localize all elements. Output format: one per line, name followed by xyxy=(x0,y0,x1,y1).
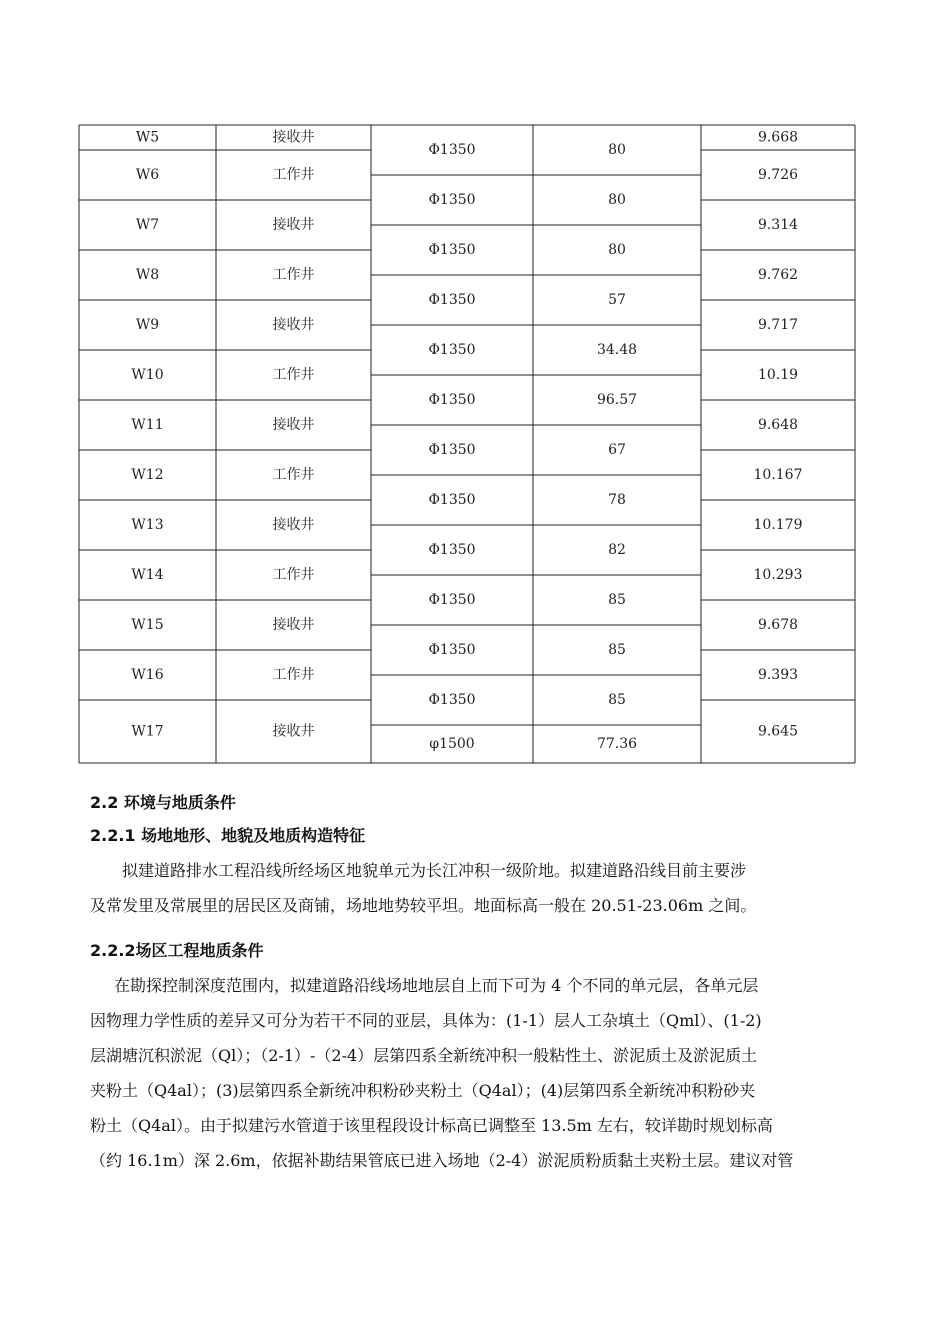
elevation-cell: 9.717 xyxy=(757,317,799,333)
pipe-diameter-cell: Φ1350 xyxy=(428,142,476,158)
well-id-cell: W16 xyxy=(131,667,164,683)
well-id-cell: W7 xyxy=(135,217,160,233)
elevation-cell: 10.293 xyxy=(753,567,803,583)
well-id-cell: W17 xyxy=(131,723,164,740)
well-id-cell: W13 xyxy=(131,517,164,533)
well-type-cell: 接收井 xyxy=(272,129,315,146)
pipe-diameter-cell: Φ1350 xyxy=(428,692,476,708)
paragraph-line: 粉土（Q4al）。由于拟建污水管道于该里程段设计标高已调整至 13.5m 左右，较详勘时规划标高 xyxy=(90,1116,773,1135)
well-id-cell: W6 xyxy=(135,167,160,183)
paragraph-line: （约 16.1m）深 2.6m，依据补勘结果管底已进入场地（2-4）淤泥质粉质黏土夹粉土层。建议对管 xyxy=(90,1151,794,1170)
paragraph-line: 层湖塘沉积淤泥（Ql）；（2-1）-（2-4）层第四系全新统冲积一般粘性土、淤泥质土及淤泥质土 xyxy=(90,1046,758,1065)
pipe-diameter-cell: Φ1350 xyxy=(428,392,476,408)
pipe-length-cell: 78 xyxy=(608,492,626,508)
well-id-cell: W15 xyxy=(131,617,164,633)
elevation-cell: 9.726 xyxy=(757,167,799,183)
elevation-cell: 9.678 xyxy=(757,617,799,633)
paragraph-line: 夹粉土（Q4al）；(3)层第四系全新统冲积粉砂夹粉土（Q4al）；(4)层第四系全新统冲积粉砂夹 xyxy=(90,1081,756,1100)
well-type-cell: 工作井 xyxy=(272,167,315,183)
elevation-cell: 9.645 xyxy=(757,723,799,740)
elevation-cell: 9.648 xyxy=(757,417,799,433)
pipe-length-cell: 82 xyxy=(608,542,626,558)
paragraph-line: 拟建道路排水工程沿线所经场区地貌单元为长江冲积一级阶地。拟建道路沿线目前主要涉 xyxy=(122,861,747,880)
pipe-diameter-cell: Φ1350 xyxy=(428,342,476,358)
pipe-diameter-cell: φ1500 xyxy=(429,736,475,752)
pipe-length-cell: 96.57 xyxy=(596,392,638,408)
paragraph-2-2-2 xyxy=(90,968,880,1178)
section-heading-2-2-1: 2.2.1 场地地形、地貌及地质构造特征 xyxy=(90,826,366,845)
paragraph-line: 及常发里及常展里的居民区及商铺，场地地势较平坦。地面标高一般在 20.51-23.06m 之间。 xyxy=(90,896,757,915)
pipe-length-cell: 80 xyxy=(608,192,626,208)
well-type-cell: 工作井 xyxy=(272,267,315,283)
pipe-diameter-cell: Φ1350 xyxy=(428,492,476,508)
pipe-diameter-cell: Φ1350 xyxy=(428,542,476,558)
pipe-length-cell: 85 xyxy=(608,642,626,658)
pipe-diameter-cell: Φ1350 xyxy=(428,642,476,658)
well-id-cell: W11 xyxy=(131,417,164,433)
pipe-diameter-cell: Φ1350 xyxy=(428,592,476,608)
well-type-cell: 接收井 xyxy=(272,417,315,433)
elevation-cell: 9.762 xyxy=(757,267,799,283)
well-type-cell: 接收井 xyxy=(272,723,315,740)
pipe-diameter-cell: Φ1350 xyxy=(428,292,476,308)
well-type-cell: 工作井 xyxy=(272,367,315,383)
well-type-cell: 工作井 xyxy=(272,667,315,683)
section-heading-2-2: 2.2 环境与地质条件 xyxy=(90,793,236,812)
well-id-cell: W5 xyxy=(135,129,160,146)
paragraph-line: 在勘探控制深度范围内，拟建道路沿线场地地层自上而下可为 4 个不同的单元层，各单元层 xyxy=(114,976,759,995)
pipe-diameter-cell: Φ1350 xyxy=(428,442,476,458)
pipe-diameter-cell: Φ1350 xyxy=(428,192,476,208)
well-id-cell: W14 xyxy=(131,567,164,583)
section-heading-2-2-2: 2.2.2场区工程地质条件 xyxy=(90,941,264,960)
well-id-cell: W8 xyxy=(135,267,160,283)
pipe-length-cell: 85 xyxy=(608,692,626,708)
pipe-diameter-cell: Φ1350 xyxy=(428,242,476,258)
well-type-cell: 工作井 xyxy=(272,467,315,483)
well-type-cell: 接收井 xyxy=(272,317,315,333)
elevation-cell: 10.167 xyxy=(753,467,803,483)
well-id-cell: W10 xyxy=(131,367,164,383)
pipe-length-cell: 34.48 xyxy=(596,342,638,358)
elevation-cell: 9.314 xyxy=(757,217,799,233)
elevation-cell: 10.179 xyxy=(753,517,803,533)
well-type-cell: 接收井 xyxy=(272,617,315,633)
pipe-length-cell: 57 xyxy=(608,292,626,308)
well-type-cell: 接收井 xyxy=(272,217,315,233)
well-type-cell: 接收井 xyxy=(272,517,315,533)
paragraph-line: 因物理力学性质的差异又可分为若干不同的亚层，具体为：(1-1）层人工杂填土（Qml）、(1-2) xyxy=(90,1011,762,1030)
pipe-length-cell: 85 xyxy=(608,592,626,608)
well-type-cell: 工作井 xyxy=(272,567,315,583)
elevation-cell: 10.19 xyxy=(757,367,799,383)
elevation-cell: 9.393 xyxy=(757,667,799,683)
pipe-length-cell: 80 xyxy=(608,142,626,158)
pipe-length-cell: 67 xyxy=(608,442,626,458)
well-id-cell: W9 xyxy=(135,317,160,333)
elevation-cell: 9.668 xyxy=(757,129,799,146)
pipe-length-cell: 77.36 xyxy=(596,736,638,752)
well-id-cell: W12 xyxy=(131,467,164,483)
paragraph-2-2-1 xyxy=(90,853,880,923)
pipe-length-cell: 80 xyxy=(608,242,626,258)
